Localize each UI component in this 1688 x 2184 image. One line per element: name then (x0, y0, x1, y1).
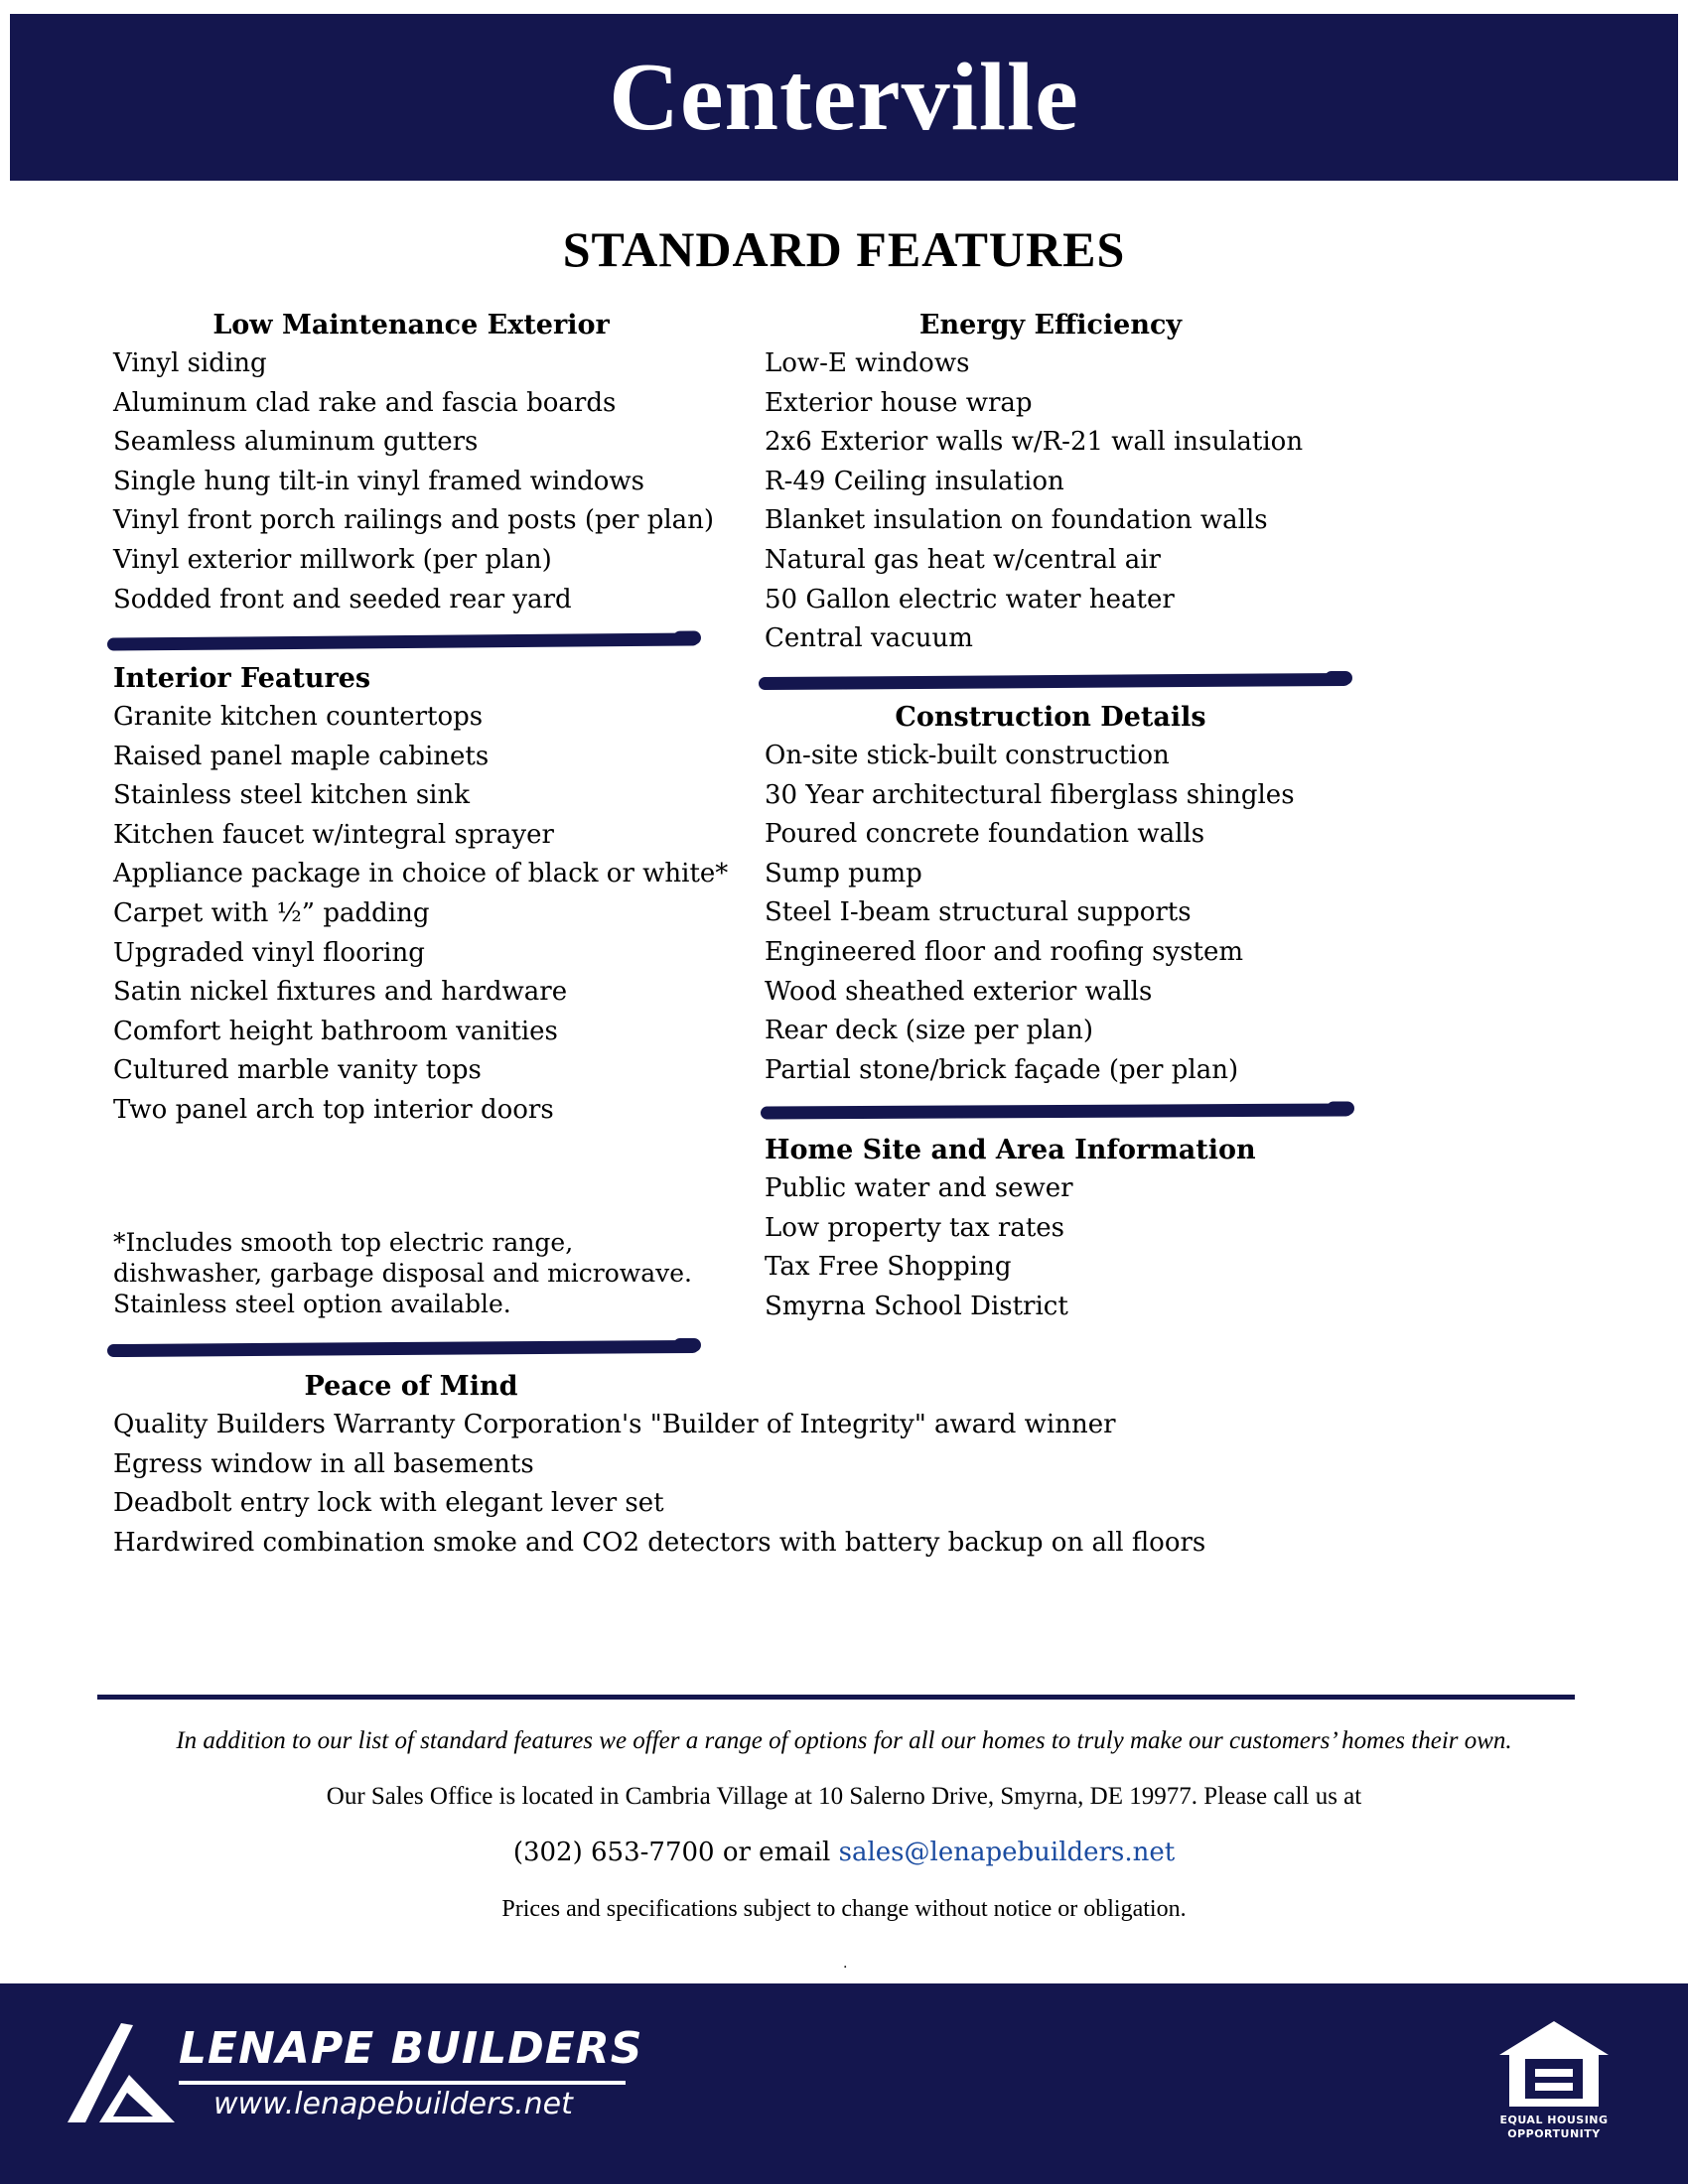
list-item: Sump pump (765, 858, 922, 888)
list-item: Cultured marble vanity tops (113, 1055, 482, 1086)
list-item: 50 Gallon electric water heater (765, 584, 1175, 614)
eho-line-1: EQUAL HOUSING (1499, 2114, 1609, 2126)
list-item: Hardwired combination smoke and CO2 detectors with battery backup on all floors (113, 1527, 1206, 1558)
section-title: Construction Details (895, 702, 1206, 733)
list-item: On-site stick-built construction (765, 741, 1170, 770)
stray-dot: . (843, 1956, 848, 1972)
list-item: Two panel arch top interior doors (113, 1094, 554, 1125)
list-item: Natural gas heat w/central air (765, 544, 1161, 575)
list-item: Stainless steel kitchen sink (113, 780, 470, 811)
equal-housing-logo (1495, 2017, 1613, 2140)
page-heading: Centerville (609, 44, 1079, 151)
eho-line-2: OPPORTUNITY (1507, 2127, 1601, 2140)
list-item: Low property tax rates (765, 1212, 1065, 1243)
section-title: Home Site and Area Information (765, 1135, 1256, 1165)
list-item: Granite kitchen countertops (113, 702, 484, 732)
list-item: Central vacuum (765, 623, 973, 654)
disclaimer: Prices and specifications subject to change without notice or obligation. (501, 1896, 1187, 1922)
list-item: Blanket insulation on foundation walls (765, 505, 1268, 536)
feature-list (765, 344, 1360, 659)
list-item: Upgraded vinyl flooring (113, 937, 425, 968)
list-item: R-49 Ceiling insulation (765, 466, 1064, 496)
section-home-site (765, 1132, 1360, 1326)
feature-list (113, 344, 715, 619)
list-item: Low-E windows (765, 348, 970, 378)
list-item: Raised panel maple cabinets (113, 741, 490, 771)
list-item: Partial stone/brick façade (per plan) (765, 1054, 1239, 1085)
options-note: In addition to our list of standard features we offer a range of options for all our homes to truly make our customers’ homes their own. (176, 1727, 1512, 1754)
list-item: Tax Free Shopping (765, 1252, 1012, 1283)
list-item: Steel I-beam structural supports (765, 897, 1192, 928)
list-item: Vinyl front porch railings and posts (per plan) (113, 505, 715, 536)
brand-underline (179, 2081, 626, 2085)
horizontal-rule (97, 1695, 1575, 1700)
footer-banner (0, 1983, 1688, 2184)
list-item: Poured concrete foundation walls (765, 819, 1205, 850)
email-link[interactable]: sales@lenapebuilders.net (838, 1838, 1176, 1867)
list-item: Vinyl siding (113, 348, 267, 378)
divider-stroke (107, 1340, 699, 1357)
list-item: Wood sheathed exterior walls (765, 976, 1153, 1007)
list-item: Engineered floor and roofing system (765, 936, 1244, 967)
list-item: Kitchen faucet w/integral sprayer (113, 819, 554, 850)
list-item: Satin nickel fixtures and hardware (113, 977, 568, 1008)
list-item: Carpet with ½” padding (113, 897, 430, 928)
feature-list (113, 1406, 1404, 1563)
contact-line (0, 1838, 1688, 1867)
divider-stroke (107, 632, 699, 650)
divider-stroke (759, 673, 1350, 690)
section-peace-of-mind (113, 1368, 1404, 1563)
list-item: Vinyl exterior millwork (per plan) (113, 544, 552, 575)
feature-list (113, 698, 729, 1131)
brand-name: LENAPE BUILDERS (179, 2023, 643, 2074)
standard-features-title: STANDARD FEATURES (562, 221, 1126, 277)
appliance-footnote: *Includes smooth top electric range, dishwasher, garbage disposal and microwave. Stainless steel option available. (113, 1228, 692, 1318)
list-item: Quality Builders Warranty Corporation's "Builder of Integrity" award winner (113, 1410, 1116, 1439)
list-item: Deadbolt entry lock with elegant lever set (113, 1488, 664, 1519)
header-banner (10, 14, 1678, 181)
list-item: Single hung tilt-in vinyl framed windows (113, 466, 644, 496)
phone-text: (302) 653-7700 or email (512, 1838, 839, 1867)
list-item: Egress window in all basements (113, 1448, 534, 1479)
feature-list (765, 737, 1360, 1090)
sales-office-address: Our Sales Office is located in Cambria Village at 10 Salerno Drive, Smyrna, DE 19977. Please call us at (326, 1783, 1362, 1810)
section-title: Peace of Mind (304, 1371, 518, 1402)
section-construction-details (765, 699, 1360, 1090)
list-item: Aluminum clad rake and fascia boards (113, 387, 617, 418)
list-item: 30 Year architectural fiberglass shingles (765, 779, 1295, 810)
lenape-triangle-logo-icon (64, 2013, 183, 2132)
list-item: Smyrna School District (765, 1291, 1068, 1321)
list-item: Comfort height bathroom vanities (113, 1016, 558, 1046)
list-item: Sodded front and seeded rear yard (113, 584, 572, 614)
list-item: Exterior house wrap (765, 387, 1033, 418)
section-energy-efficiency (765, 307, 1360, 659)
list-item: 2x6 Exterior walls w/R-21 wall insulation (765, 427, 1304, 458)
list-item: Seamless aluminum gutters (113, 427, 479, 458)
section-interior-features (113, 660, 729, 1131)
equal-housing-house-icon (1495, 2017, 1613, 2109)
section-title: Low Maintenance Exterior (212, 310, 610, 341)
divider-stroke (761, 1103, 1352, 1119)
feature-list (765, 1169, 1360, 1326)
section-title: Interior Features (113, 663, 371, 694)
brand-url: www.lenapebuilders.net (213, 2087, 573, 2121)
section-low-maintenance-exterior (113, 307, 715, 619)
list-item: Public water and sewer (765, 1173, 1073, 1203)
list-item: Appliance package in choice of black or white* (113, 859, 729, 889)
section-title: Energy Efficiency (918, 310, 1183, 341)
list-item: Rear deck (size per plan) (765, 1016, 1093, 1046)
